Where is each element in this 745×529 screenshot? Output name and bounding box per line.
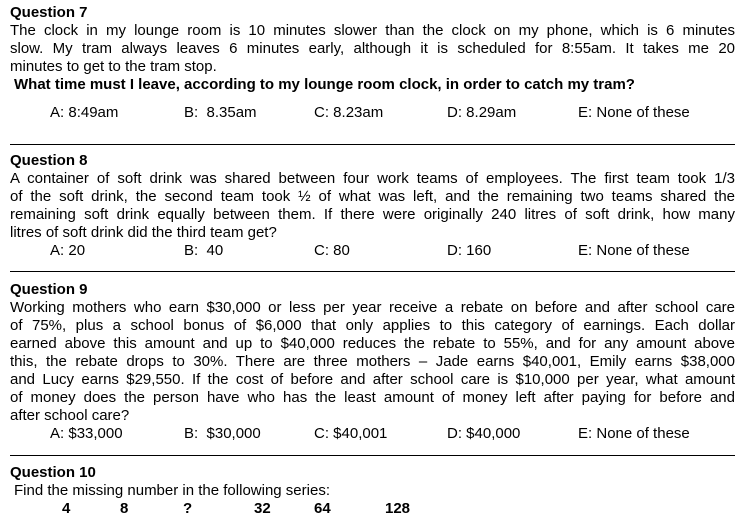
- series-term: 128: [385, 500, 411, 517]
- answer-option-a[interactable]: A: 8:49am: [50, 104, 119, 121]
- question-line: of 75%, plus a school bonus of $6,000 that only applies to this category of earnings. Each dollar: [10, 317, 735, 334]
- answer-option-c[interactable]: C: $40,001: [314, 425, 388, 442]
- question-line: earned above this amount and up to $40,000 reduces the rebate to 55%, and for any amount above: [10, 335, 735, 352]
- answer-options: [10, 104, 735, 122]
- answer-option-d[interactable]: D: 8.29am: [447, 104, 517, 121]
- question-title: Question 9: [10, 281, 88, 298]
- answer-option-a[interactable]: A: 20: [50, 242, 86, 259]
- answer-option-c[interactable]: C: 8.23am: [314, 104, 384, 121]
- question-8: [10, 152, 735, 260]
- answer-option-c[interactable]: C: 80: [314, 242, 350, 259]
- question-line: litres of soft drink did the third team get?: [10, 224, 277, 241]
- series-term: 8: [120, 500, 129, 517]
- answer-option-e[interactable]: E: None of these: [578, 425, 690, 442]
- question-text: [10, 170, 735, 242]
- series-term: 64: [314, 500, 331, 517]
- answer-options: [10, 242, 735, 260]
- answer-option-e[interactable]: E: None of these: [578, 104, 690, 121]
- question-line: after school care?: [10, 407, 130, 424]
- answer-option-b[interactable]: B: 40: [184, 242, 224, 259]
- answer-option-b[interactable]: B: 8.35am: [184, 104, 257, 121]
- divider: [10, 455, 735, 456]
- question-line: A container of soft drink was shared between four work teams of employees. The first team took 1/3: [10, 170, 735, 187]
- answer-option-d[interactable]: D: $40,000: [447, 425, 521, 442]
- question-line: of money does the person have who has the least amount of money left after paying for before and: [10, 389, 735, 406]
- answer-options: [10, 425, 735, 443]
- question-line: minutes to get to the tram stop.: [10, 58, 217, 75]
- series-term-missing: ?: [183, 500, 193, 517]
- divider: [10, 144, 735, 145]
- divider: [10, 271, 735, 272]
- question-text: [10, 299, 735, 425]
- answer-option-b[interactable]: B: $30,000: [184, 425, 261, 442]
- question-text: [10, 22, 735, 76]
- series-term: 4: [62, 500, 71, 517]
- question-line: this, the rebate drops to 30%. There are three mothers – Jade earns $40,001, Emily earns $38,000: [10, 353, 735, 370]
- question-title: Question 10: [10, 464, 96, 481]
- question-line: Find the missing number in the following series:: [14, 482, 330, 499]
- question-text: [14, 482, 735, 500]
- question-9: [10, 281, 735, 443]
- answer-option-a[interactable]: A: $33,000: [50, 425, 123, 442]
- number-series: [10, 500, 735, 518]
- series-term: 32: [254, 500, 271, 517]
- question-line: slow. My tram always leaves 6 minutes early, although it is scheduled for 8:55am. It takes me 20: [10, 40, 735, 57]
- answer-option-d[interactable]: D: 160: [447, 242, 492, 259]
- answer-option-e[interactable]: E: None of these: [578, 242, 690, 259]
- question-10: [10, 464, 735, 518]
- question-ask: What time must I leave, according to my lounge room clock, in order to catch my tram?: [14, 76, 635, 93]
- question-line: remaining soft drink equally between them. If there were originally 240 litres of soft drink, how many: [10, 206, 735, 223]
- question-line: of the soft drink, the second team took ½ of what was left, and the remaining two teams shared the: [10, 188, 735, 205]
- question-line: Working mothers who earn $30,000 or less per year receive a rebate on before and after school care: [10, 299, 735, 316]
- question-line: and Lucy earns $29,550. If the cost of before and after school care is $10,000 per year, what amount: [10, 371, 735, 388]
- question-line: The clock in my lounge room is 10 minutes slower than the clock on my phone, which is 6 minutes: [10, 22, 735, 39]
- question-7: [10, 4, 735, 122]
- question-title: Question 8: [10, 152, 88, 169]
- question-title: Question 7: [10, 4, 88, 21]
